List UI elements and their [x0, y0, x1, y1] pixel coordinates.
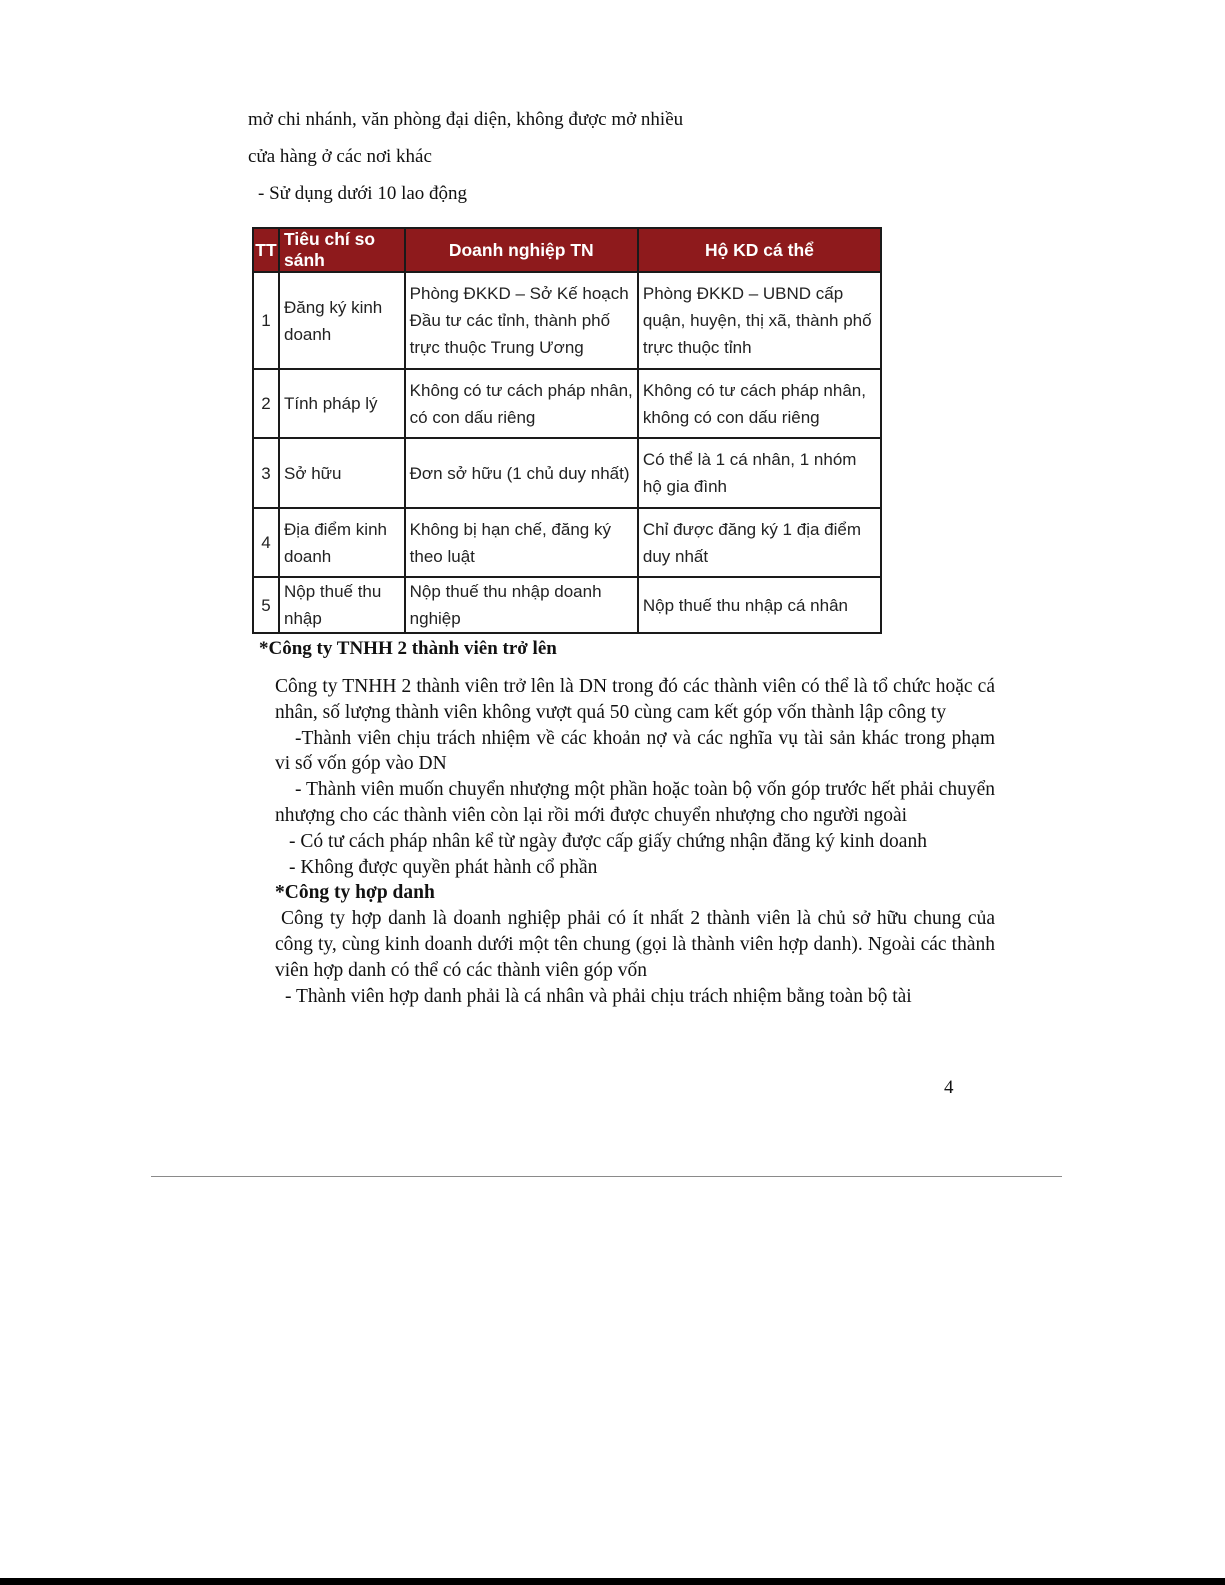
row-criterion: Tính pháp lý: [279, 369, 405, 438]
row-hkd: Không có tư cách pháp nhân, không có con dấu riêng: [638, 369, 881, 438]
table-row: [253, 369, 881, 438]
row-dn-tn: Không có tư cách pháp nhân, có con dấu riêng: [405, 369, 638, 438]
row-number: 5: [253, 577, 279, 633]
hopdanh-paragraph-1: Công ty hợp danh là doanh nghiệp phải có ít nhất 2 thành viên là chủ sở hữu chung của công ty, cùng kinh doanh dưới một tên chung (gọi là thành viên hợp danh). Ngoài các thành viên hợp danh có thể có các thành viên góp vốn: [275, 908, 995, 981]
row-criterion: Đăng ký kinh doanh: [279, 272, 405, 369]
row-number: 3: [253, 438, 279, 508]
tnhh-paragraph-5: - Không được quyền phát hành cổ phần: [289, 856, 598, 878]
row-criterion: Sở hữu: [279, 438, 405, 508]
table-row: [253, 438, 881, 508]
table-row: [253, 577, 881, 633]
tnhh-heading: *Công ty TNHH 2 thành viên trở lên: [259, 638, 557, 659]
page-divider: [151, 1176, 1062, 1177]
comparison-table: [252, 227, 882, 634]
table-row: [253, 272, 881, 369]
row-number: 1: [253, 272, 279, 369]
page-number: 4: [944, 1077, 954, 1098]
intro-line-2: cửa hàng ở các nơi khác: [248, 146, 432, 167]
tnhh-paragraph-3: - Thành viên muốn chuyển nhượng một phần hoặc toàn bộ vốn góp trước hết phải chuyển nhượng cho các thành viên còn lại rồi mới được chuyển nhượng cho người ngoài: [275, 779, 995, 826]
row-dn-tn: Đơn sở hữu (1 chủ duy nhất): [405, 438, 638, 508]
tnhh-paragraph-2: -Thành viên chịu trách nhiệm về các khoản nợ và các nghĩa vụ tài sản khác trong phạm vi số vốn góp vào DN: [275, 727, 995, 775]
hopdanh-paragraph-2: - Thành viên hợp danh phải là cá nhân và phải chịu trách nhiệm bằng toàn bộ tài: [285, 985, 912, 1007]
row-number: 4: [253, 508, 279, 577]
row-criterion: Địa điểm kinh doanh: [279, 508, 405, 577]
row-hkd: Phòng ĐKKD – UBND cấp quận, huyện, thị xã, thành phố trực thuộc tỉnh: [638, 272, 881, 369]
header-hkd: Hộ KD cá thể: [638, 228, 881, 272]
row-criterion: Nộp thuế thu nhập: [279, 577, 405, 633]
header-tt: TT: [253, 228, 279, 272]
row-hkd: Nộp thuế thu nhập cá nhân: [638, 577, 881, 633]
header-dn-tn: Doanh nghiệp TN: [405, 228, 638, 272]
tnhh-paragraph-1: Công ty TNHH 2 thành viên trở lên là DN trong đó các thành viên có thể là tổ chức hoặc cá nhân, số lượng thành viên không vượt quá 50 cùng cam kết góp vốn thành lập công ty: [275, 676, 995, 723]
table-row: [253, 508, 881, 577]
row-dn-tn: Nộp thuế thu nhập doanh nghiệp: [405, 577, 638, 633]
bottom-edge-bar: [0, 1578, 1225, 1585]
row-dn-tn: Không bị hạn chế, đăng ký theo luật: [405, 508, 638, 577]
row-hkd: Có thể là 1 cá nhân, 1 nhóm hộ gia đình: [638, 438, 881, 508]
row-hkd: Chỉ được đăng ký 1 địa điểm duy nhất: [638, 508, 881, 577]
intro-line-1: mở chi nhánh, văn phòng đại diện, không được mở nhiều: [248, 109, 684, 130]
tnhh-paragraph-4: - Có tư cách pháp nhân kể từ ngày được cấp giấy chứng nhận đăng ký kinh doanh: [289, 830, 927, 852]
row-dn-tn: Phòng ĐKKD – Sở Kế hoạch Đầu tư các tỉnh, thành phố trực thuộc Trung Ương: [405, 272, 638, 369]
table-header-row: [253, 228, 881, 272]
tnhh-section: [275, 674, 995, 1009]
intro-line-3: - Sử dụng dưới 10 lao động: [258, 183, 468, 204]
row-number: 2: [253, 369, 279, 438]
hopdanh-heading: *Công ty hợp danh: [275, 882, 435, 904]
header-criterion: Tiêu chí so sánh: [279, 228, 405, 272]
